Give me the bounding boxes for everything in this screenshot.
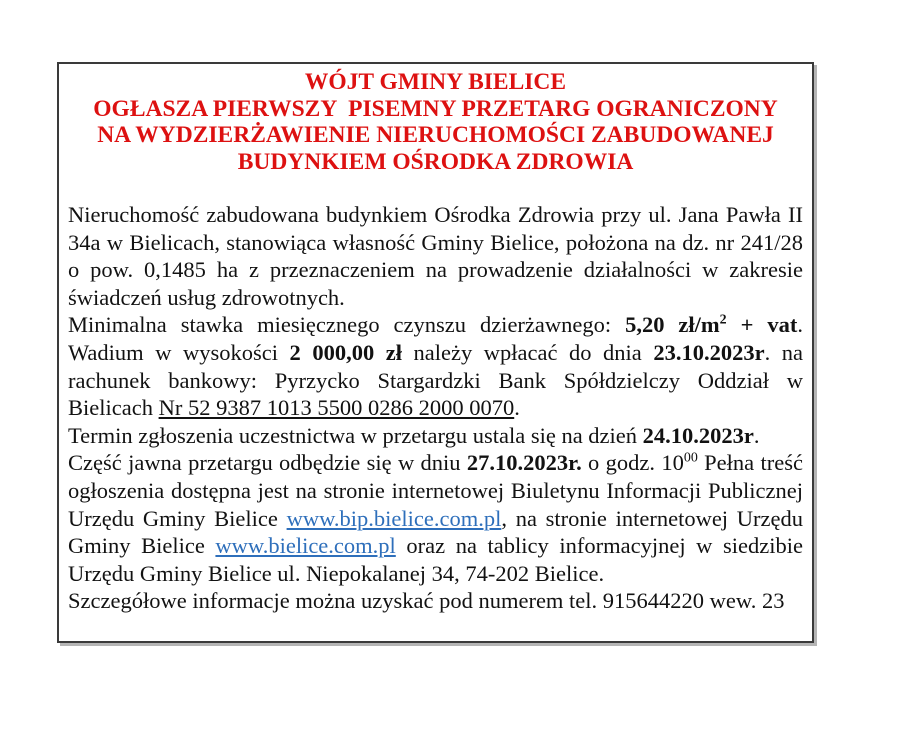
text-run: 24.10.2023r [642,422,754,448]
text-run: 00 [683,450,698,466]
paragraph-open-part-and-publication [68,449,803,587]
text-run: Minimalna stawka miesięcznego czynszu dzierżawnego: [68,312,626,338]
paragraph-property-description [68,201,803,311]
text-run: . [514,395,520,421]
text-run: Pełna treść ogłoszenia dostępna jest na stronie internetowej Biuletynu Informacji Publicznej Urzędu Gminy Bielice [68,450,803,531]
text-run: 5,20 zł/m [625,312,720,338]
text-run: Część jawna przetargu odbędzie się w dniu [68,450,467,476]
text-run: . Wadium w wysokości [68,312,803,365]
text-run: Szczegółowe informacje można uzyskać pod numerem tel. 915644220 wew. 23 [68,588,785,614]
text-run: 2 000,00 zł [289,339,402,365]
gmina-website-link[interactable]: www.bielice.com.pl [215,533,396,559]
title-line: BUDYNKIEM OŚRODKA ZDROWIA [237,148,634,175]
text-run: o godz. 10 [581,450,684,476]
text-run: oraz na tablicy informacyjnej w siedzibie Urzędu Gminy Bielice ul. Niepokalanej 34, 74-202 Bielice. [68,533,803,586]
text-run: + vat [726,312,798,338]
title-line: WÓJT GMINY BIELICE [304,69,567,95]
title-line: NA WYDZIERŻAWIENIE NIERUCHOMOŚCI ZABUDOWANEJ [97,122,774,148]
bip-link[interactable]: www.bip.bielice.com.pl [286,505,502,531]
title-line: OGŁASZA PIERWSZY PISEMNY PRZETARG OGRANICZONY [93,95,778,122]
text-run: . na rachunek bankowy: Pyrzycko Stargardzki Bank Spółdzielczy Oddział w Bielicach [68,339,803,421]
text-run: 2 [719,312,727,328]
text-run: . [753,422,760,448]
notice-document [57,62,814,643]
text-run: 23.10.2023r [653,339,765,365]
text-run: należy wpłacać do dnia [402,339,654,365]
notice-title [68,69,803,175]
text-run: , na stronie internetowej Urzędu Gminy Bielice [68,505,803,559]
paragraph-rent-and-wadium [68,311,803,421]
text-run: 27.10.2023r. [466,450,582,476]
paragraph-entry-deadline [68,422,803,450]
text-run: Termin zgłoszenia uczestnictwa w przetargu ustala się na dzień [68,422,643,448]
paragraph-contact-info [68,587,803,615]
notice-body [68,201,803,615]
text-run: Nr 52 9387 1013 5500 0286 2000 0070 [158,395,515,421]
text-run: Nieruchomość zabudowana budynkiem Ośrodka Zdrowia przy ul. Jana Pawła II 34a w Bielicach, stanowiąca własność Gminy Bielice, położona na dz. nr 241/28 o pow. 0,1485 ha z przeznaczeniem na prowadzenie działalności w zakresie świadczeń usług zdrowotnych. [68,202,803,310]
